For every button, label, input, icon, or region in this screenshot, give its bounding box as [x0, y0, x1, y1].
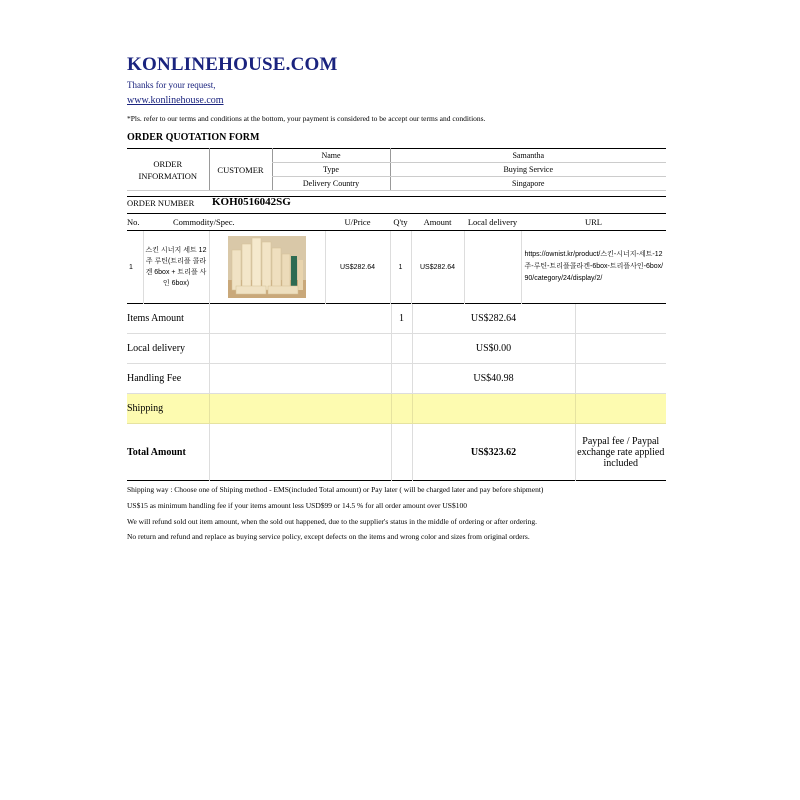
- items-amount-spacer: [209, 304, 391, 334]
- handling-fee-qty: [391, 364, 412, 394]
- thanks-text: Thanks for your request,: [127, 80, 216, 90]
- total-amount-value: US$323.62: [412, 424, 575, 481]
- terms-line: Shipping way : Choose one of Shiping method - EMS(included Total amount) or Pay later ( will be charged later and pay before shipment): [127, 485, 544, 494]
- type-label: Type: [272, 163, 390, 177]
- product-image: [228, 236, 306, 298]
- total-qty: [391, 424, 412, 481]
- order-info-label: ORDER INFORMATION: [127, 149, 209, 191]
- header-amount: Amount: [411, 214, 464, 231]
- terms-list: [127, 482, 543, 545]
- items-table: [127, 213, 666, 304]
- item-no: 1: [129, 263, 133, 271]
- form-title: ORDER QUOTATION FORM: [127, 132, 260, 143]
- type-value: Buying Service: [390, 163, 666, 177]
- country-label: Delivery Country: [272, 177, 390, 191]
- brand-title: KONLINEHOUSE.COM: [127, 54, 338, 75]
- table-row: [127, 231, 666, 304]
- handling-fee-label: Handling Fee: [127, 364, 209, 394]
- items-amount-value: US$282.64: [412, 304, 575, 334]
- shipping-qty: [391, 394, 412, 424]
- header-local-delivery: Local delivery: [464, 214, 521, 231]
- terms-line: No return and refund and replace as buying service policy, except defects on the items and wrong color and sizes from original orders.: [127, 532, 530, 542]
- name-label: Name: [272, 149, 390, 163]
- item-commodity: 스킨 시너지 세트 12주 루틴(트리플 콜라겐 6box + 트리플 사인 6box): [143, 231, 209, 304]
- shipping-label: Shipping: [127, 394, 209, 424]
- handling-fee-extra: [575, 364, 666, 394]
- header-no: No.: [127, 214, 143, 231]
- header-url: URL: [521, 214, 666, 231]
- local-delivery-label: Local delivery: [127, 334, 209, 364]
- order-number-label: ORDER NUMBER: [127, 198, 195, 208]
- local-delivery-value: US$0.00: [412, 334, 575, 364]
- terms-line: We will refund sold out item amount, when the sold out happened, due to the supplier's status in the middle of ordering or after ordering.: [127, 516, 538, 526]
- handling-fee-spacer: [209, 364, 391, 394]
- website-link[interactable]: www.konlinehouse.com: [127, 95, 224, 106]
- local-delivery-spacer: [209, 334, 391, 364]
- order-number-value: KOH0516042SG: [212, 196, 291, 208]
- items-amount-qty: 1: [391, 304, 412, 334]
- country-value: Singapore: [390, 177, 666, 191]
- terms-line: US$15 as minimum handling fee if your items amount less USD$99 or 14.5 % for all order amount over US$100: [127, 500, 467, 510]
- items-amount-label: Items Amount: [127, 304, 209, 334]
- shipping-spacer: [209, 394, 391, 424]
- item-local-delivery: [464, 231, 521, 304]
- customer-label: CUSTOMER: [209, 149, 272, 191]
- summary-table: [127, 304, 666, 481]
- total-spacer: [209, 424, 391, 481]
- header-commodity: Commodity/Spec.: [143, 214, 325, 231]
- local-delivery-qty: [391, 334, 412, 364]
- total-amount-label: Total Amount: [127, 446, 186, 458]
- shipping-extra: [575, 394, 666, 424]
- item-url[interactable]: https://ownist.kr/product/스킨-시너지-세트-12주-루틴-트리플콜라겐-6box-트리플사인-6box/90/category/24/display/2/: [521, 231, 666, 304]
- item-qty: 1: [390, 231, 411, 304]
- item-image: [209, 231, 325, 304]
- item-amount: US$282.64: [411, 231, 464, 304]
- item-unit-price: US$282.64: [325, 231, 390, 304]
- terms-note: *Pls. refer to our terms and conditions at the bottom, your payment is considered to be accept our terms and conditions.: [127, 114, 486, 123]
- name-value: Samantha: [390, 149, 666, 163]
- items-amount-extra: [575, 304, 666, 334]
- local-delivery-extra: [575, 334, 666, 364]
- handling-fee-value: US$40.98: [412, 364, 575, 394]
- header-unit-price: U/Price: [325, 214, 390, 231]
- order-info-table: [127, 148, 666, 191]
- shipping-value: [412, 394, 575, 424]
- header-qty: Q'ty: [390, 214, 411, 231]
- paypal-note: Paypal fee / Paypal exchange rate applied included: [575, 424, 666, 481]
- order-number: [127, 196, 666, 211]
